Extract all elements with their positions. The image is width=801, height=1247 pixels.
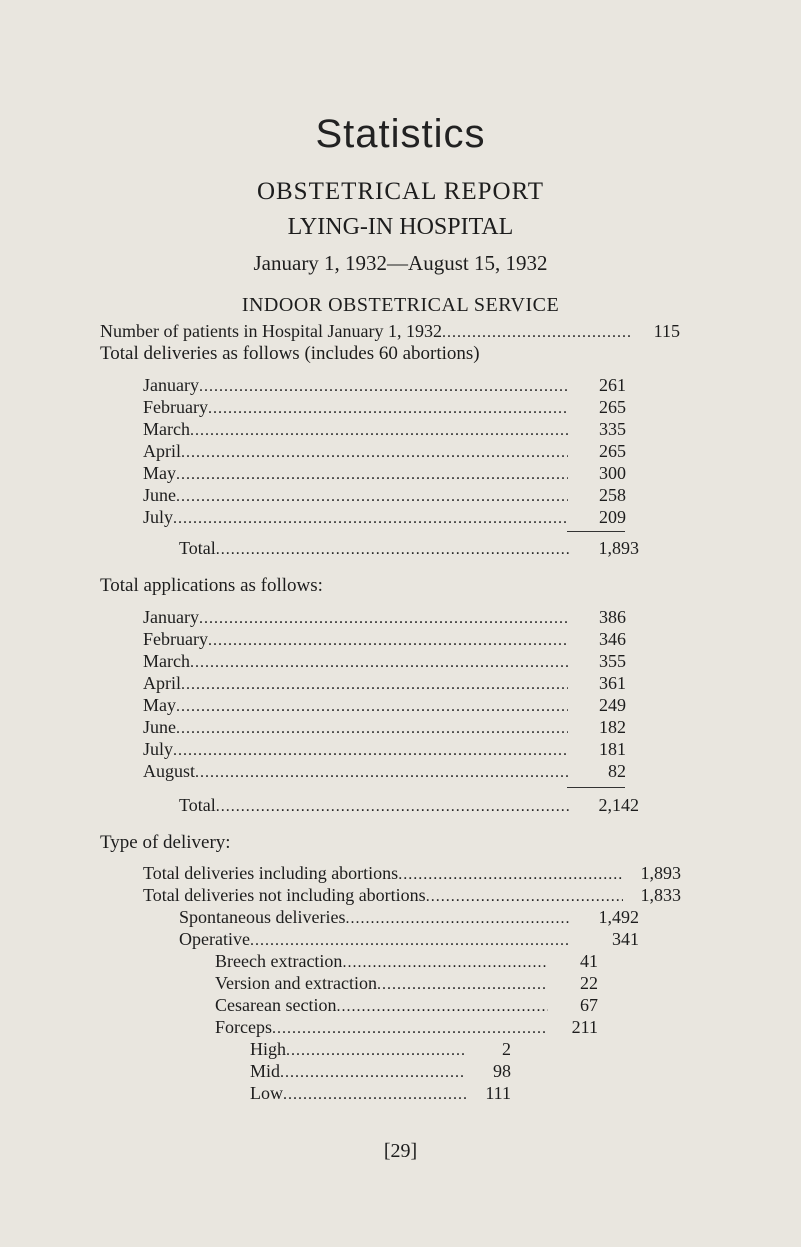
list-item	[143, 606, 626, 630]
month-label: June	[143, 717, 176, 737]
list-item	[143, 738, 626, 762]
list-item	[143, 862, 681, 886]
month-value: 361	[599, 673, 626, 693]
type-value: 1,893	[640, 863, 681, 883]
leader-dots	[283, 1082, 466, 1106]
leader-dots	[176, 462, 568, 486]
leader-dots	[342, 950, 548, 974]
list-item	[143, 628, 626, 652]
leader-dots	[176, 716, 568, 740]
list-item	[250, 1038, 511, 1062]
type-label: Forceps	[215, 1017, 272, 1037]
month-label: July	[143, 507, 174, 527]
type-label: Total deliveries including abortions	[143, 863, 399, 883]
type-value: 341	[612, 929, 639, 949]
month-label: April	[143, 673, 181, 693]
list-item	[250, 1082, 511, 1106]
patients-row	[100, 320, 680, 344]
leader-dots	[199, 606, 568, 630]
leader-dots	[181, 672, 568, 696]
month-value: 355	[599, 651, 626, 671]
type-label: Spontaneous deliveries	[179, 907, 346, 927]
month-value: 258	[599, 485, 626, 505]
leader-dots	[176, 484, 568, 508]
total-label: Total	[179, 538, 216, 558]
month-value: 181	[599, 739, 626, 759]
month-label: April	[143, 441, 181, 461]
leader-dots	[195, 760, 568, 784]
month-label: February	[143, 397, 208, 417]
leader-dots	[272, 1016, 548, 1040]
list-item	[143, 440, 626, 464]
leader-dots	[190, 650, 568, 674]
type-label: High	[250, 1039, 286, 1059]
list-item	[143, 884, 681, 908]
month-value: 209	[599, 507, 626, 527]
type-label: Version and extraction	[215, 973, 377, 993]
leader-dots	[286, 1038, 466, 1062]
month-value: 300	[599, 463, 626, 483]
type-label: Mid	[250, 1061, 281, 1081]
list-item	[143, 650, 626, 674]
month-value: 346	[599, 629, 626, 649]
type-value: 98	[493, 1061, 511, 1081]
total-value: 1,893	[598, 538, 639, 558]
leader-dots	[173, 506, 568, 530]
list-item	[250, 1060, 511, 1084]
month-value: 249	[599, 695, 626, 715]
report-period: January 1, 1932—August 15, 1932	[253, 251, 548, 275]
leader-dots	[280, 1060, 466, 1084]
list-item	[143, 716, 626, 740]
page-number: [29]	[383, 1140, 418, 1162]
list-item	[143, 760, 626, 784]
list-item	[143, 672, 626, 696]
type-label: Breech extraction	[215, 951, 343, 971]
patients-value: 115	[653, 321, 680, 341]
type-value: 41	[580, 951, 598, 971]
type-value: 2	[502, 1039, 511, 1059]
applications-intro: Total applications as follows:	[100, 575, 323, 596]
list-item	[143, 462, 626, 486]
list-item	[215, 1016, 598, 1040]
month-label: May	[143, 463, 176, 483]
list-item	[179, 928, 639, 952]
leader-dots	[345, 906, 569, 930]
hospital-name: LYING-IN HOSPITAL	[287, 214, 514, 240]
list-item	[179, 906, 639, 930]
month-value: 82	[608, 761, 626, 781]
section-heading: INDOOR OBSTETRICAL SERVICE	[241, 294, 560, 316]
month-label: March	[143, 419, 190, 439]
month-label: January	[143, 607, 199, 627]
list-item	[143, 374, 626, 398]
type-value: 111	[485, 1083, 511, 1103]
month-value: 182	[599, 717, 626, 737]
month-value: 265	[599, 441, 626, 461]
list-item	[215, 950, 598, 974]
month-label: February	[143, 629, 208, 649]
leader-dots	[208, 396, 568, 420]
leader-dots	[216, 537, 569, 561]
list-item	[143, 396, 626, 420]
month-label: January	[143, 375, 199, 395]
month-value: 261	[599, 375, 626, 395]
type-value: 1,492	[598, 907, 639, 927]
type-label: Low	[250, 1083, 283, 1103]
month-value: 335	[599, 419, 626, 439]
month-value: 265	[599, 397, 626, 417]
deliveries-total-row	[179, 537, 639, 561]
list-item	[215, 994, 598, 1018]
month-label: March	[143, 651, 190, 671]
deliveries-intro: Total deliveries as follows (includes 60 abortions)	[100, 343, 480, 364]
leader-dots	[398, 862, 623, 886]
type-label: Total deliveries not including abortions	[143, 885, 426, 905]
leader-dots	[199, 374, 568, 398]
total-rule	[567, 531, 625, 532]
month-label: May	[143, 695, 176, 715]
list-item	[143, 418, 626, 442]
month-value: 386	[599, 607, 626, 627]
type-value: 67	[580, 995, 598, 1015]
applications-total-row	[179, 794, 639, 818]
type-label: Cesarean section	[215, 995, 337, 1015]
list-item	[143, 694, 626, 718]
type-intro: Type of delivery:	[100, 832, 231, 853]
leader-dots	[426, 884, 623, 908]
month-label: June	[143, 485, 176, 505]
month-label: July	[143, 739, 174, 759]
list-item	[143, 506, 626, 530]
total-label: Total	[179, 795, 216, 815]
type-value: 211	[571, 1017, 598, 1037]
leader-dots	[208, 628, 568, 652]
leader-dots	[250, 928, 569, 952]
month-label: August	[143, 761, 196, 781]
report-title: OBSTETRICAL REPORT	[256, 178, 545, 205]
leader-dots	[442, 320, 630, 344]
leader-dots	[176, 694, 568, 718]
type-value: 1,833	[640, 885, 681, 905]
total-value: 2,142	[598, 795, 639, 815]
leader-dots	[377, 972, 548, 996]
page-heading: Statistics	[315, 112, 486, 156]
patients-label: Number of patients in Hospital January 1, 1932	[100, 321, 442, 341]
total-rule	[567, 787, 625, 788]
type-label: Operative	[179, 929, 250, 949]
leader-dots	[173, 738, 568, 762]
list-item	[143, 484, 626, 508]
list-item	[215, 972, 598, 996]
type-value: 22	[580, 973, 598, 993]
leader-dots	[216, 794, 569, 818]
leader-dots	[336, 994, 548, 1018]
leader-dots	[181, 440, 568, 464]
leader-dots	[190, 418, 568, 442]
